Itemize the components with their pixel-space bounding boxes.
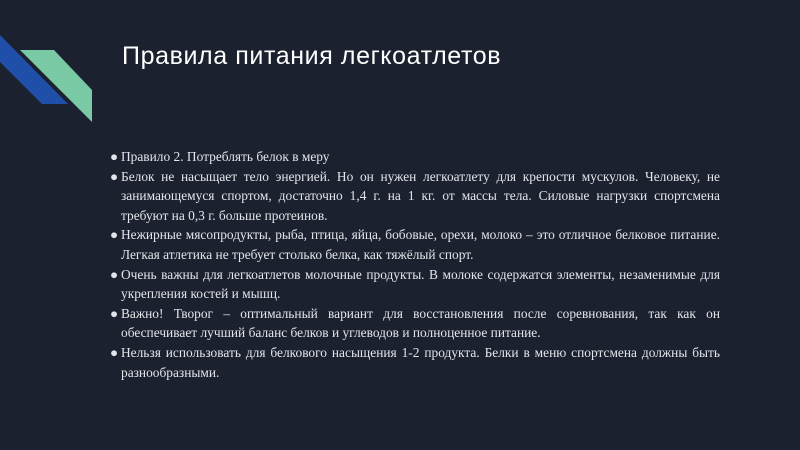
bullet-item xyxy=(110,225,720,264)
bullet-item xyxy=(110,265,720,304)
bullet-dot-icon: ● xyxy=(110,227,119,243)
bullet-item xyxy=(110,147,720,167)
bullet-text: Нельзя использовать для белкового насыщения 1-2 продукта. Белки в меню спортсмена должны быть разнообразными. xyxy=(121,344,720,380)
bullet-item xyxy=(110,304,720,343)
bullet-text: Белок не насыщает тело энергией. Но он нужен легкоатлету для крепости мускулов. Человеку, не занимающемуся спортом, достаточно 1,4 г. на 1 кг. от массы тела. Силовые нагрузки спортсмена требуют на 0,3 г. больше протеинов. xyxy=(121,168,720,223)
bullet-dot-icon: ● xyxy=(110,266,119,282)
bullet-dot-icon: ● xyxy=(110,305,119,321)
slide-title: Правила питания легкоатлетов xyxy=(122,42,502,70)
bullet-dot-icon: ● xyxy=(110,168,119,184)
bullet-text: Важно! Творог – оптимальный вариант для восстановления после соревнования, так как он обеспечивает лучший баланс белков и углеводов и полноценное питание. xyxy=(121,305,720,341)
bullet-text: Правило 2. Потреблять белок в меру xyxy=(121,149,330,164)
corner-stripes-decoration xyxy=(0,0,100,130)
bullet-dot-icon: ● xyxy=(110,344,119,360)
bullet-text: Очень важны для легкоатлетов молочные продукты. В молоке содержатся элементы, незаменимые для укрепления костей и мышц. xyxy=(121,266,720,302)
bullet-text: Нежирные мясопродукты, рыба, птица, яйца, бобовые, орехи, молоко – это отличное белковое питание. Легкая атлетика не требует столько белка, как тяжёлый спорт. xyxy=(121,227,720,262)
bullet-item xyxy=(110,343,720,382)
bullet-list xyxy=(110,147,720,382)
bullet-dot-icon: ● xyxy=(110,149,119,164)
bullet-item xyxy=(110,167,720,226)
